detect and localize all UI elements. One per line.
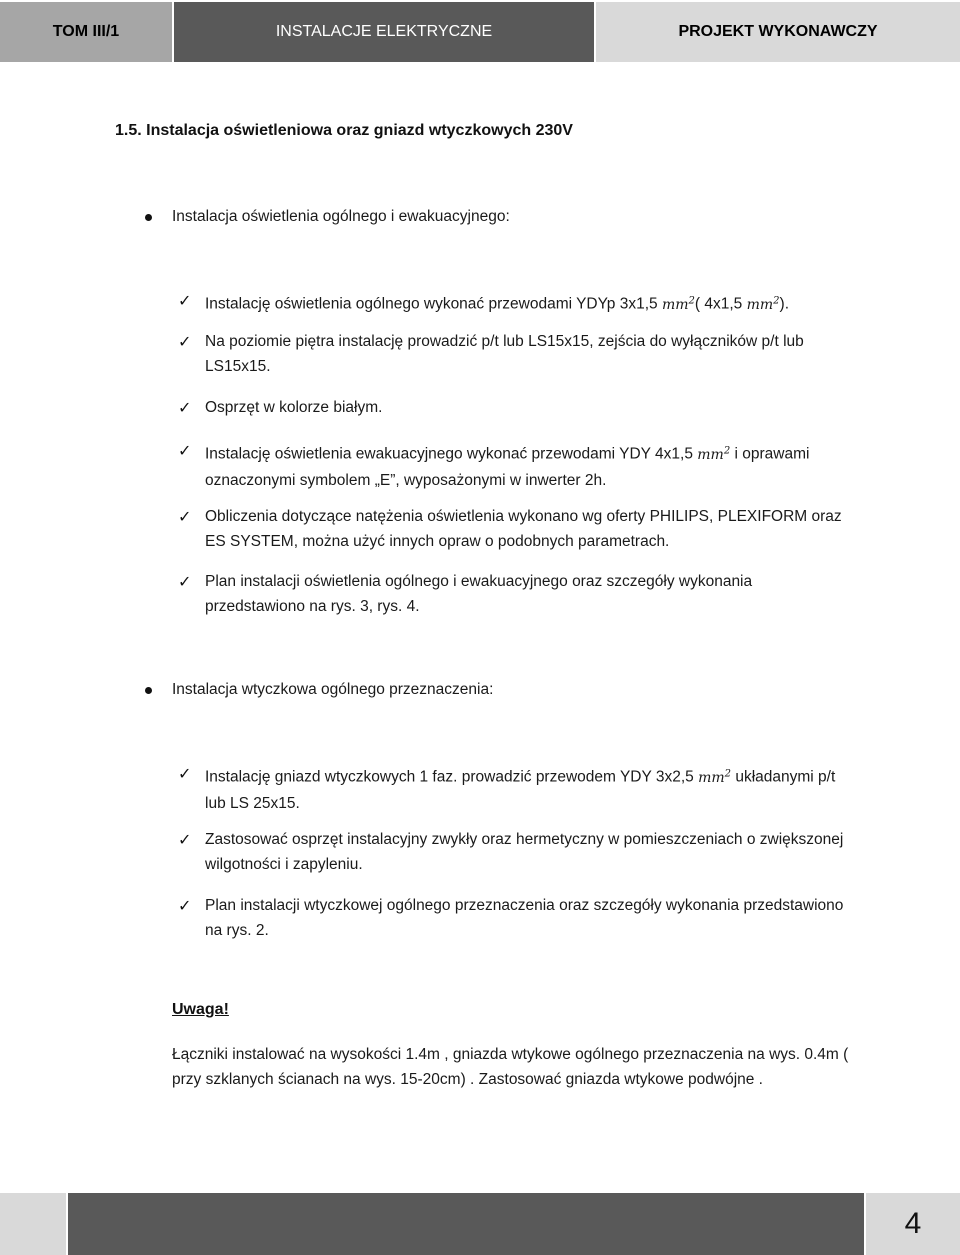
lighting-item-text: Osprzęt w kolorze białym. bbox=[205, 399, 383, 416]
checkmark-icon: ✓ bbox=[178, 398, 192, 417]
unit-exponent: 2 bbox=[688, 295, 695, 306]
unit-exponent: 2 bbox=[773, 295, 780, 306]
text-part: ( 4x1,5 bbox=[694, 295, 747, 313]
checkmark-icon: ✓ bbox=[178, 764, 192, 783]
lighting-heading: Instalacja oświetlenia ogólnego i ewakuacyjnego: bbox=[172, 208, 510, 225]
unit-mm2 bbox=[662, 297, 695, 313]
page-number: 4 bbox=[866, 1193, 960, 1255]
text-part: Instalację oświetlenia ogólnego wykonać przewodami YDYp 3x1,5 bbox=[205, 295, 662, 313]
checkmark-icon: ✓ bbox=[178, 441, 192, 460]
unit-text: mm bbox=[661, 296, 689, 313]
unit-text: mm bbox=[697, 446, 724, 463]
bullet-dot-icon bbox=[145, 687, 152, 694]
text-part: układanymi p/t lub LS 25x15. bbox=[205, 768, 836, 812]
note-title: Uwaga! bbox=[172, 1001, 229, 1018]
section-title: 1.5. Instalacja oświetleniowa oraz gniazd wtyczkowych 230V bbox=[115, 122, 573, 139]
lighting-item-text bbox=[205, 288, 850, 318]
text-part: Instalację oświetlenia ewakuacyjnego wykonać przewodami YDY 4x1,5 bbox=[205, 445, 698, 463]
sockets-item-text: Zastosować osprzęt instalacyjny zwykły oraz hermetyczny w pomieszczeniach o zwiększonej wilgotności i zapyleniu. bbox=[205, 831, 844, 873]
lighting-item-text bbox=[205, 438, 850, 493]
lighting-item-text: Obliczenia dotyczące natężenia oświetlenia wykonano wg oferty PHILIPS, PLEXIFORM oraz ES SYSTEM, można użyć innych opraw o podobnych parametrach. bbox=[205, 508, 842, 550]
header-subject: INSTALACJE ELEKTRYCZNE bbox=[174, 2, 594, 62]
sockets-item-text: Plan instalacji wtyczkowej ogólnego przeznaczenia oraz szczegóły wykonania przedstawiono na rys. 2. bbox=[205, 897, 844, 939]
checkmark-icon: ✓ bbox=[178, 291, 192, 310]
header-project-type: PROJEKT WYKONAWCZY bbox=[596, 2, 960, 62]
text-part: i oprawami oznaczonymi symbolem „E”, wyposażonymi w inwerter 2h. bbox=[205, 445, 810, 489]
unit-mm2 bbox=[747, 297, 780, 313]
header-volume: TOM III/1 bbox=[0, 2, 172, 62]
note-text: Łączniki instalować na wysokości 1.4m , gniazda wtykowe ogólnego przeznaczenia na wys. 0.4m ( przy szklanych ścianach na wys. 15-20cm) . Zastosować gniazda wtykowe podwójne . bbox=[172, 1046, 849, 1088]
lighting-item-text: Plan instalacji oświetlenia ogólnego i ewakuacyjnego oraz szczegóły wykonania przedstawiono na rys. 3, rys. 4. bbox=[205, 573, 753, 615]
unit-mm2 bbox=[698, 770, 731, 786]
text-part: Instalację gniazd wtyczkowych 1 faz. prowadzić przewodem YDY 3x2,5 bbox=[205, 768, 699, 786]
unit-exponent: 2 bbox=[723, 445, 731, 456]
checkmark-icon: ✓ bbox=[178, 572, 192, 591]
text-part: ). bbox=[779, 295, 789, 313]
lighting-item-text: Na poziomie piętra instalację prowadzić p/t lub LS15x15, zejścia do wyłączników p/t lub LS15x15. bbox=[205, 333, 804, 375]
unit-text: mm bbox=[698, 769, 725, 786]
checkmark-icon: ✓ bbox=[178, 830, 192, 849]
checkmark-icon: ✓ bbox=[178, 896, 192, 915]
checkmark-icon: ✓ bbox=[178, 332, 192, 351]
page-header bbox=[0, 0, 960, 66]
sockets-item-text bbox=[205, 761, 850, 816]
checkmark-icon: ✓ bbox=[178, 507, 192, 526]
unit-text: mm bbox=[746, 296, 774, 313]
footer-left-block bbox=[0, 1193, 66, 1255]
sockets-heading: Instalacja wtyczkowa ogólnego przeznaczenia: bbox=[172, 681, 494, 698]
unit-mm2 bbox=[697, 447, 730, 463]
bullet-dot-icon bbox=[145, 214, 152, 221]
footer-middle-bar bbox=[68, 1193, 864, 1255]
unit-exponent: 2 bbox=[724, 768, 732, 779]
